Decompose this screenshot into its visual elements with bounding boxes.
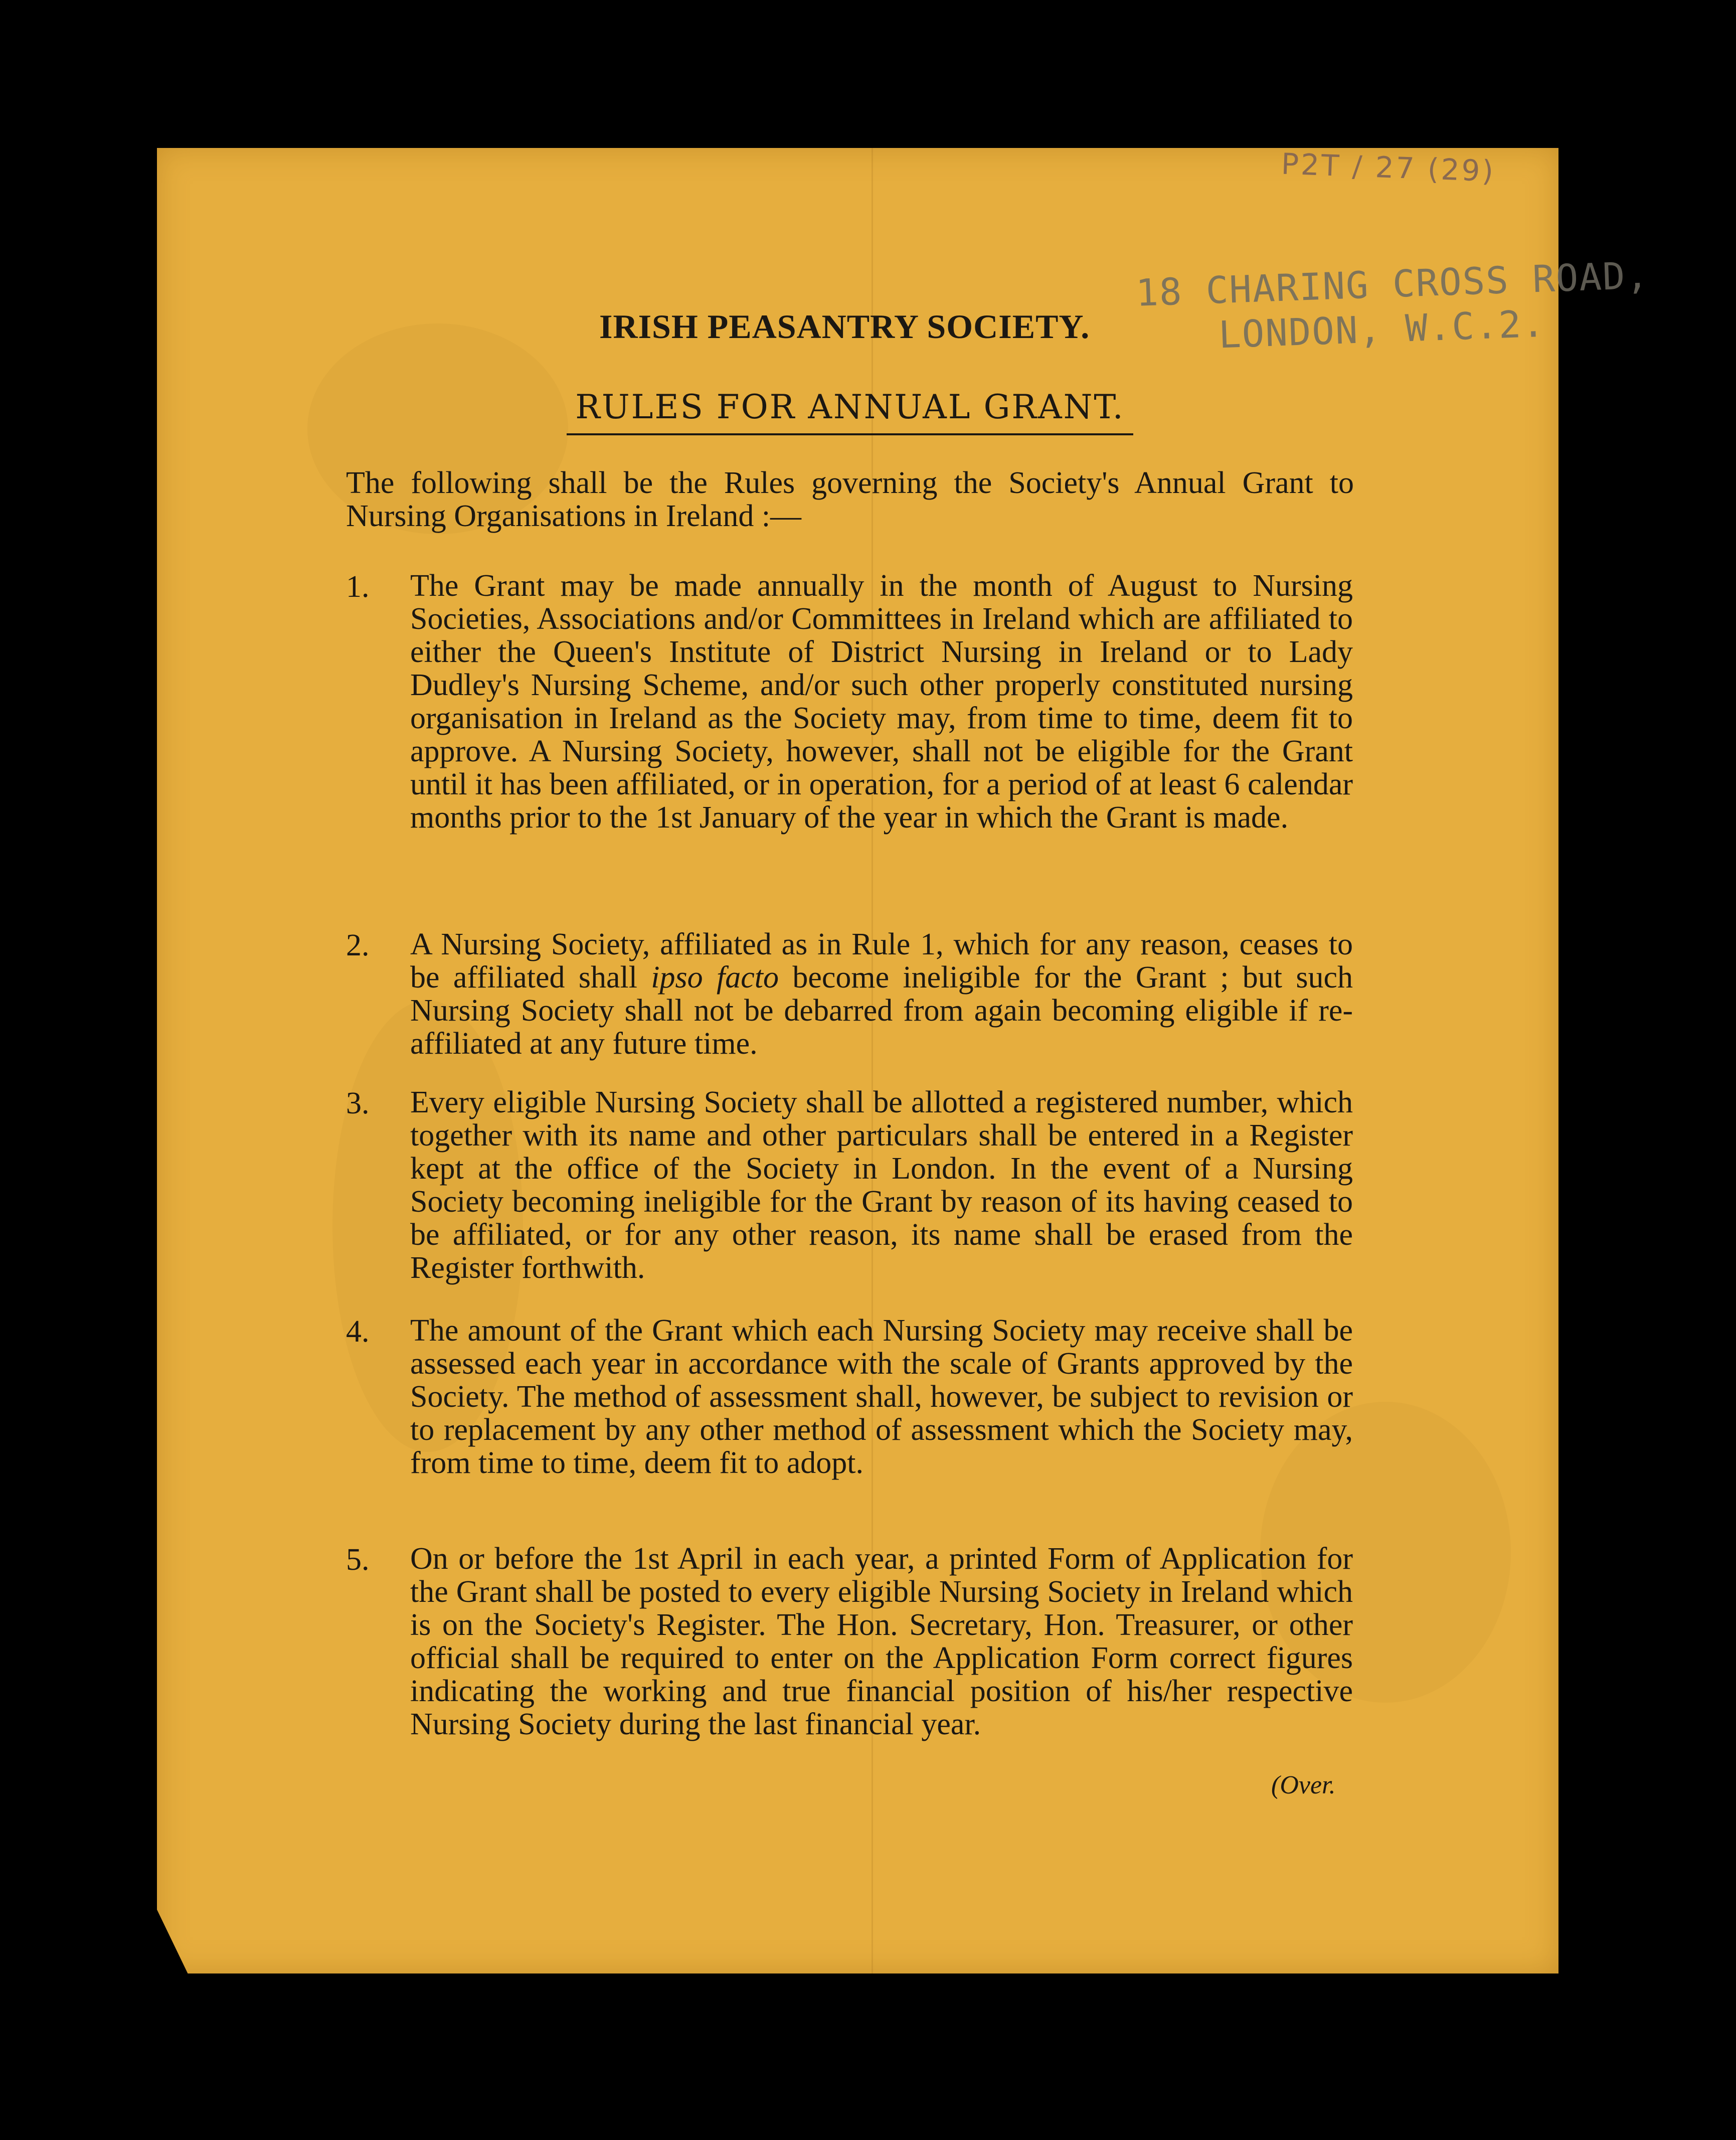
rule-text-italic: ipso facto [651, 960, 779, 995]
rule-number: 4. [346, 1314, 370, 1349]
address-stamp-line2: LONDON, W.C.2. [1218, 302, 1546, 357]
rule-text: The Grant may be made annually in the month of August to Nursing Societies, Associations and/or Committees in Ireland which are affiliated to either the Queen's Institute of District Nursing in Ireland or to Lady Dudley's Nursing Scheme, and/or such other properly constituted nursing organisation in Ireland as the Society may, from time to time, deem fit to approve. A Nursing Society, however, shall not be eligible for the Grant until it has been affiliated, or in operation, for a period of at least 6 calendar months prior to the 1st January of the year in which the Grant is made. [410, 569, 1353, 835]
address-stamp-line1: 18 CHARING CROSS ROAD, [1135, 254, 1650, 315]
rule-text-part: A Nursing Society, affiliated as in Rule 1, which for any reason, ceases to be affiliated shall [410, 927, 1353, 995]
rule-number: 5. [346, 1543, 370, 1577]
rule-item [346, 1086, 1354, 1296]
document-title: RULES FOR ANNUAL GRANT. [567, 388, 1133, 435]
archive-reference: P2T / 27 (29) [1280, 146, 1496, 189]
rule-text: Every eligible Nursing Society shall be allotted a registered number, which together with its name and other particulars shall be entered in a Register kept at the office of the Society in London. In the event of a Nursing Society becoming ineligible for the Grant by reason of its having ceased to be affiliated, or for any other reason, its name shall be erased from the Register forthwith. [410, 1085, 1353, 1285]
rule-item [346, 928, 1354, 1068]
rule-text: On or before the 1st April in each year, a printed Form of Application for the Grant shall be posted to every eligible Nursing Society in Ireland which is on the Society's Register. The Hon. Secretary, Hon. Treasurer, or other official shall be required to enter on the Application Form correct figures indicating the working and true financial position of his/her respective Nursing Society during the last financial year. [410, 1542, 1353, 1741]
rule-number: 2. [346, 928, 370, 962]
page-turn-note: (Over. [1271, 1771, 1336, 1799]
rule-item [346, 1314, 1354, 1525]
organisation-title: IRISH PEASANTRY SOCIETY. [599, 307, 1090, 346]
rule-text: The amount of the Grant which each Nursing Society may receive shall be assessed each year in accordance with the scale of Grants approved by the Society. The method of assessment shall, however, be subject to revision or to replacement by any other method of assessment which the Society may, from time to time, deem fit to adopt. [410, 1313, 1353, 1480]
rule-item [346, 569, 1354, 900]
rule-number: 1. [346, 570, 370, 604]
intro-paragraph: The following shall be the Rules governing the Society's Annual Grant to Nursing Organisations in Ireland :— [346, 466, 1354, 533]
rule-item [346, 1542, 1354, 1783]
rule-text [410, 928, 1353, 1060]
rule-text-part: become ineligible for the Grant ; but such Nursing Society shall not be debarred from again becoming eligible if re-affiliated at any future time. [410, 960, 1353, 1061]
rule-number: 3. [346, 1086, 370, 1120]
